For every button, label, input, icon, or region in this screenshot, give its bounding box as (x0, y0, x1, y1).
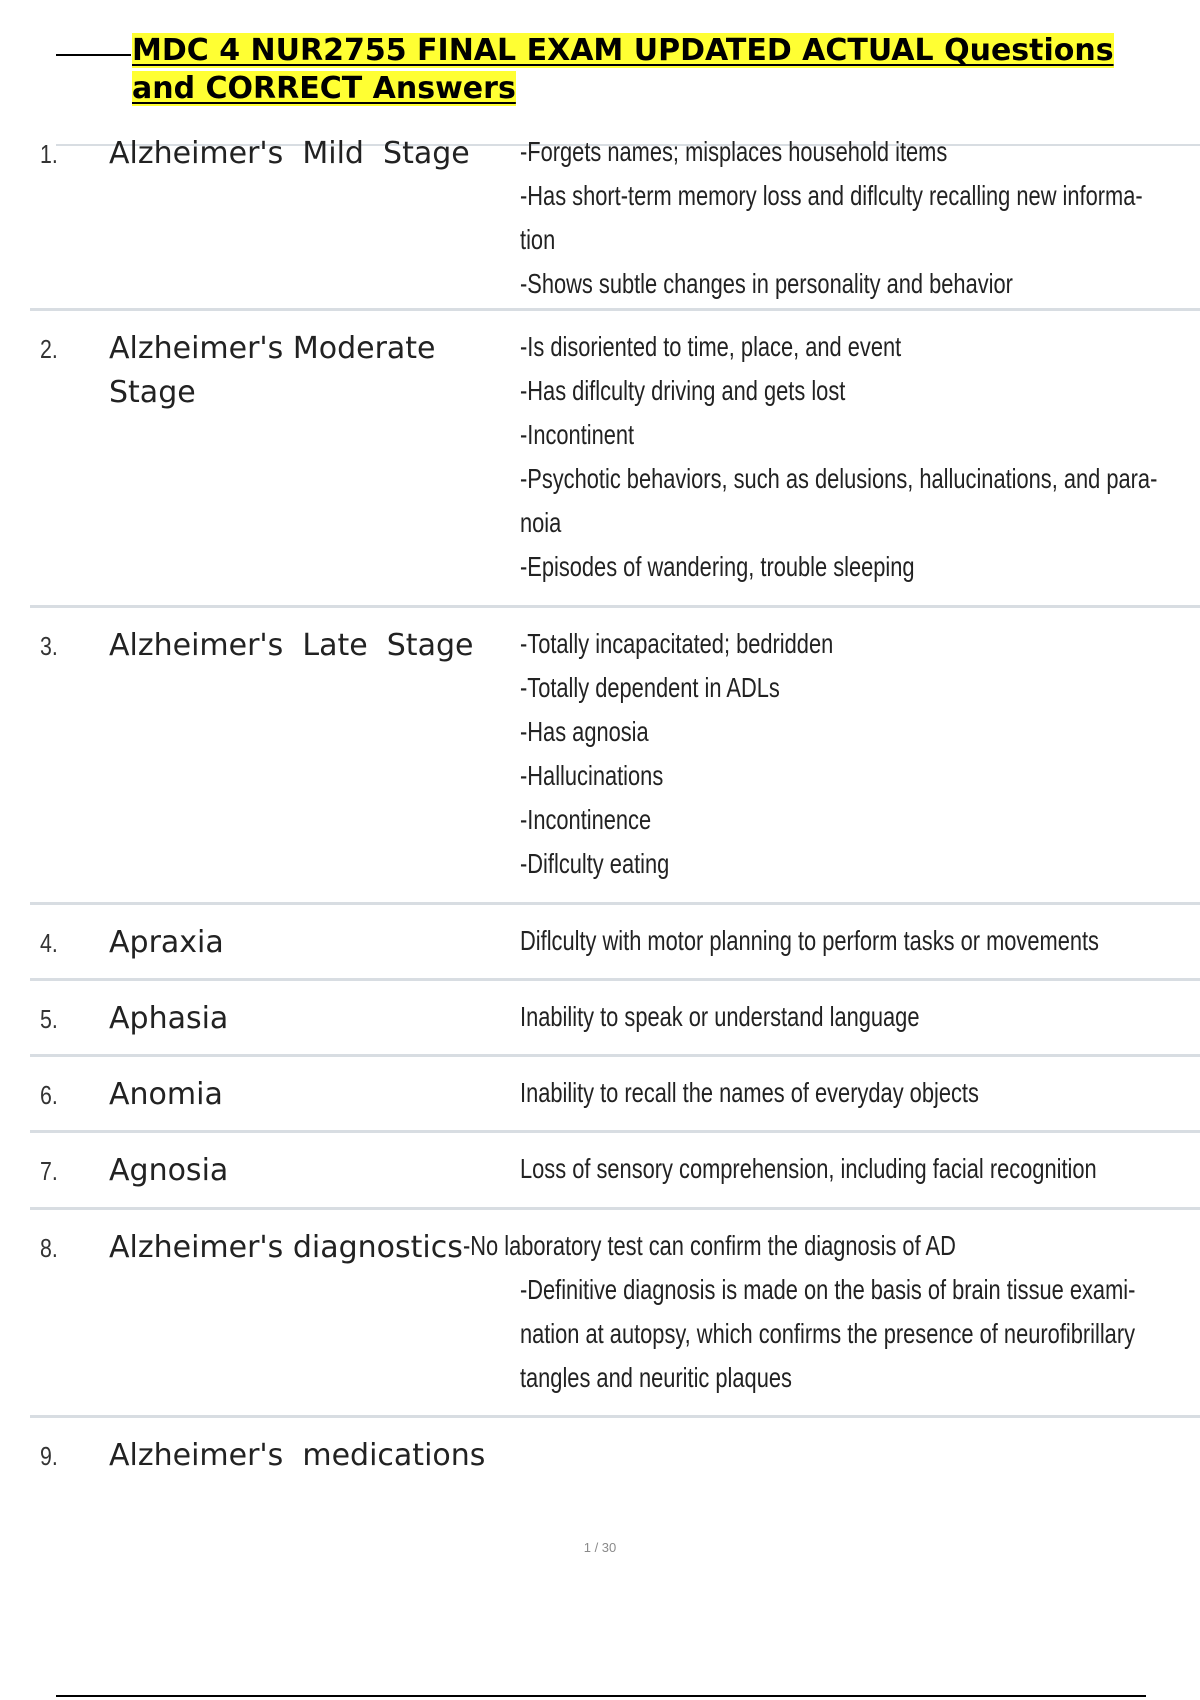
row-number: 6. (40, 1080, 58, 1110)
flashcard-row-1 (30, 116, 1200, 311)
flashcard-row-9 (30, 1418, 1200, 1498)
row-term: Alzheimer's medications (109, 1438, 486, 1473)
row-term: Alzheimer's Late Stage (109, 628, 474, 663)
row-term: Alzheimer's diagnostics (109, 1230, 463, 1265)
row-definition (520, 919, 1175, 963)
row-term: Apraxia (109, 925, 224, 960)
definition-line: -Has diflculty driving and gets lost (520, 375, 846, 406)
definition-line: Diflculty with motor planning to perform tasks or movements (520, 925, 1099, 956)
row-definition (520, 622, 1175, 886)
row-number: 1. (40, 139, 58, 169)
flashcard-row-2 (30, 311, 1200, 608)
row-number: 9. (40, 1441, 58, 1471)
row-term: Aphasia (109, 1001, 229, 1036)
flashcard-row-5 (30, 981, 1200, 1057)
row-number: 7. (40, 1156, 58, 1186)
definition-line: -Incontinent (520, 419, 635, 450)
definition-line: -Is disoriented to time, place, and event (520, 331, 902, 362)
definition-line: -Has short-term memory loss and diflculty recalling new informa- (520, 180, 1143, 211)
definition-line: noia (520, 507, 562, 538)
row-definition (520, 1147, 1175, 1191)
flashcard-row-8 (30, 1210, 1200, 1418)
title-block (56, 32, 1146, 108)
definition-line: -No laboratory test can confirm the diagnosis of AD (463, 1230, 956, 1261)
flashcard-list (30, 116, 1200, 1498)
definition-line: Inability to speak or understand language (520, 1001, 920, 1032)
row-definition (520, 130, 1175, 306)
row-definition (520, 1071, 1175, 1115)
definition-line: -Diflculty eating (520, 848, 670, 879)
flashcard-row-4 (30, 905, 1200, 981)
definition-line: -Has agnosia (520, 716, 649, 747)
title-leading-rule (56, 54, 131, 56)
row-term: Anomia (109, 1077, 223, 1112)
flashcard-row-6 (30, 1057, 1200, 1133)
definition-line: tion (520, 224, 556, 255)
row-definition (520, 995, 1175, 1039)
flashcard-row-7 (30, 1133, 1200, 1210)
row-term: Agnosia (109, 1153, 229, 1188)
row-number: 4. (40, 928, 58, 958)
row-number: 5. (40, 1004, 58, 1034)
flashcard-row-3 (30, 608, 1200, 905)
page-indicator: 1 / 30 (583, 1540, 617, 1555)
definition-line: nation at autopsy, which confirms the presence of neurofibrillary (519, 1318, 1136, 1349)
definition-line: -Psychotic behaviors, such as delusions, hallucinations, and para- (520, 463, 1158, 494)
row-number: 2. (40, 334, 58, 364)
row-definition (463, 1224, 1136, 1400)
title-line-1: MDC 4 NUR2755 FINAL EXAM UPDATED ACTUAL Questions (132, 33, 1114, 68)
row-definition (520, 325, 1175, 589)
page-bottom-rule (56, 1695, 1146, 1697)
definition-line: -Totally incapacitated; bedridden (520, 628, 834, 659)
row-term: Alzheimer's Mild Stage (109, 136, 470, 171)
definition-line: Loss of sensory comprehension, including facial recognition (520, 1153, 1097, 1184)
row-term: Alzheimer's Moderate Stage (109, 331, 436, 410)
definition-line: -Totally dependent in ADLs (520, 672, 780, 703)
definition-line: -Definitive diagnosis is made on the basis of brain tissue exami- (519, 1274, 1136, 1305)
document-title (132, 32, 1146, 108)
definition-line: -Forgets names; misplaces household items (520, 136, 948, 167)
definition-line: -Hallucinations (520, 760, 664, 791)
row-number: 3. (40, 631, 58, 661)
definition-line: Inability to recall the names of everyday objects (520, 1077, 979, 1108)
definition-line: -Episodes of wandering, trouble sleeping (520, 551, 915, 582)
definition-line: tangles and neuritic plaques (519, 1362, 792, 1393)
definition-line: -Incontinence (520, 804, 652, 835)
title-line-2: and CORRECT Answers (132, 71, 516, 106)
definition-line: -Shows subtle changes in personality and behavior (520, 268, 1013, 299)
row-number: 8. (40, 1233, 58, 1263)
